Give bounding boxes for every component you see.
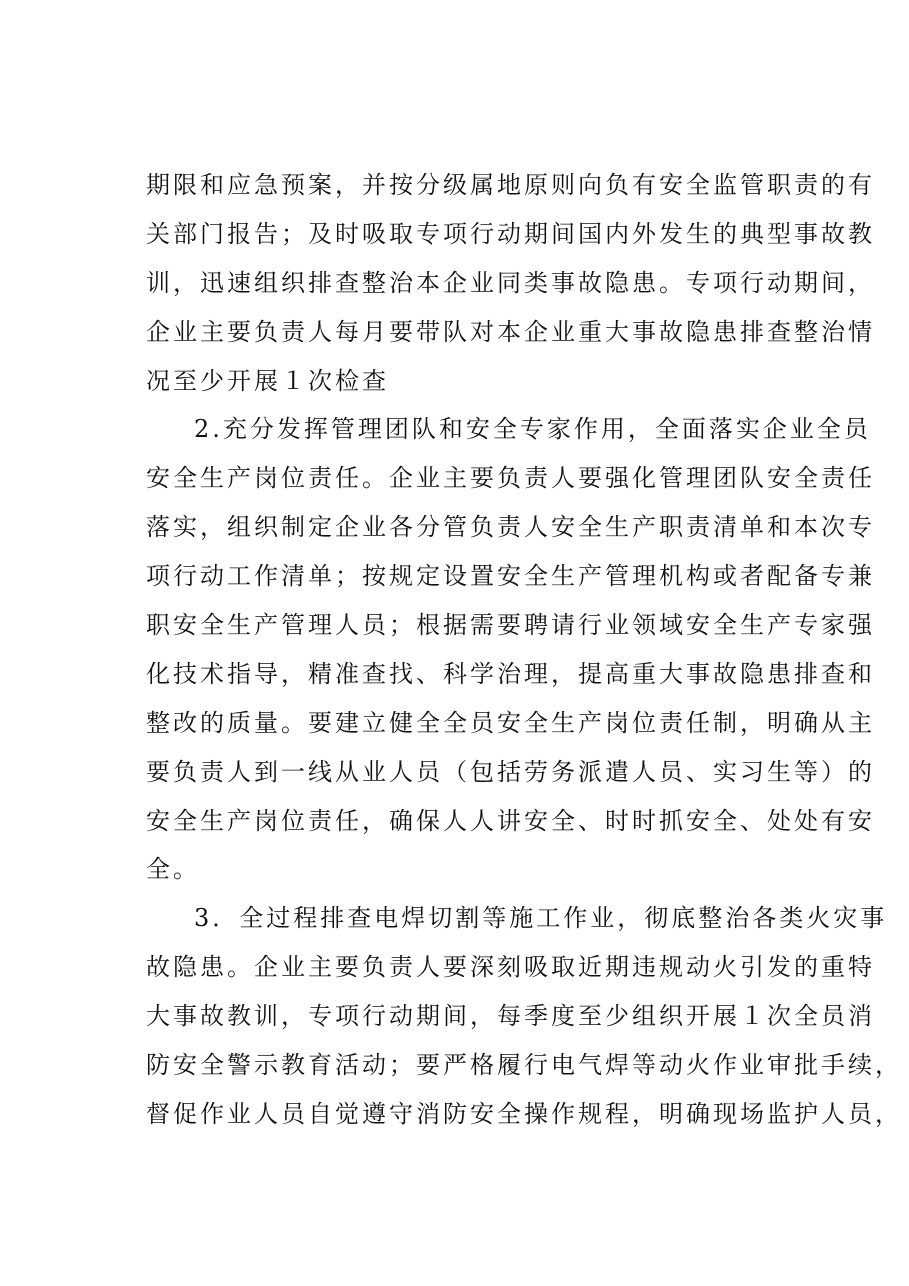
text-line: 安全生产岗位责任。企业主要负责人要强化管理团队安全责任 (146, 464, 875, 493)
text-line: 训，迅速组织排查整治本企业同类事故隐患。专项行动期间， (146, 268, 875, 297)
text-line: 故隐患。企业主要负责人要深刻吸取近期违规动火引发的重特 (146, 953, 875, 982)
text-line: 安全生产岗位责任，确保人人讲安全、时时抓安全、处处有安 (146, 806, 875, 835)
text-line: 全。 (146, 855, 200, 884)
text-line: 化技术指导，精准查找、科学治理，提高重大事故隐患排查和 (146, 659, 875, 688)
text-line: 3．全过程排查电焊切割等施工作业，彻底整治各类火灾事 (194, 904, 888, 933)
text-line: 防安全警示教育活动；要严格履行电气焊等动火作业审批手续， (146, 1051, 902, 1080)
text-line: 企业主要负责人每月要带队对本企业重大事故隐患排查整治情 (146, 317, 875, 346)
document-body (146, 161, 902, 1139)
text-line: 督促作业人员自觉遵守消防安全操作规程，明确现场监护人员， (146, 1099, 902, 1128)
text-line: 2.充分发挥管理团队和安全专家作用，全面落实企业全员 (194, 415, 871, 444)
text-line: 要负责人到一线从业人员（包括劳务派遣人员、实习生等）的 (146, 757, 875, 786)
text-line: 项行动工作清单；按规定设置安全生产管理机构或者配备专兼 (146, 562, 875, 591)
text-line: 况至少开展１次检查 (146, 366, 389, 395)
text-line: 期限和应急预案，并按分级属地原则向负有安全监管职责的有 (146, 171, 875, 199)
text-line: 关部门报告；及时吸取专项行动期间国内外发生的典型事故教 (146, 219, 875, 248)
paragraph-item-3 (146, 894, 902, 1138)
text-line: 大事故教训，专项行动期间，每季度至少组织开展１次全员消 (146, 1002, 875, 1031)
text-line: 职安全生产管理人员；根据需要聘请行业领域安全生产专家强 (146, 611, 875, 640)
text-line: 整改的质量。要建立健全全员安全生产岗位责任制，明确从主 (146, 708, 875, 737)
text-line: 落实，组织制定企业各分管负责人安全生产职责清单和本次专 (146, 513, 875, 542)
paragraph-item-2 (146, 405, 875, 894)
paragraph-continued (146, 161, 875, 405)
